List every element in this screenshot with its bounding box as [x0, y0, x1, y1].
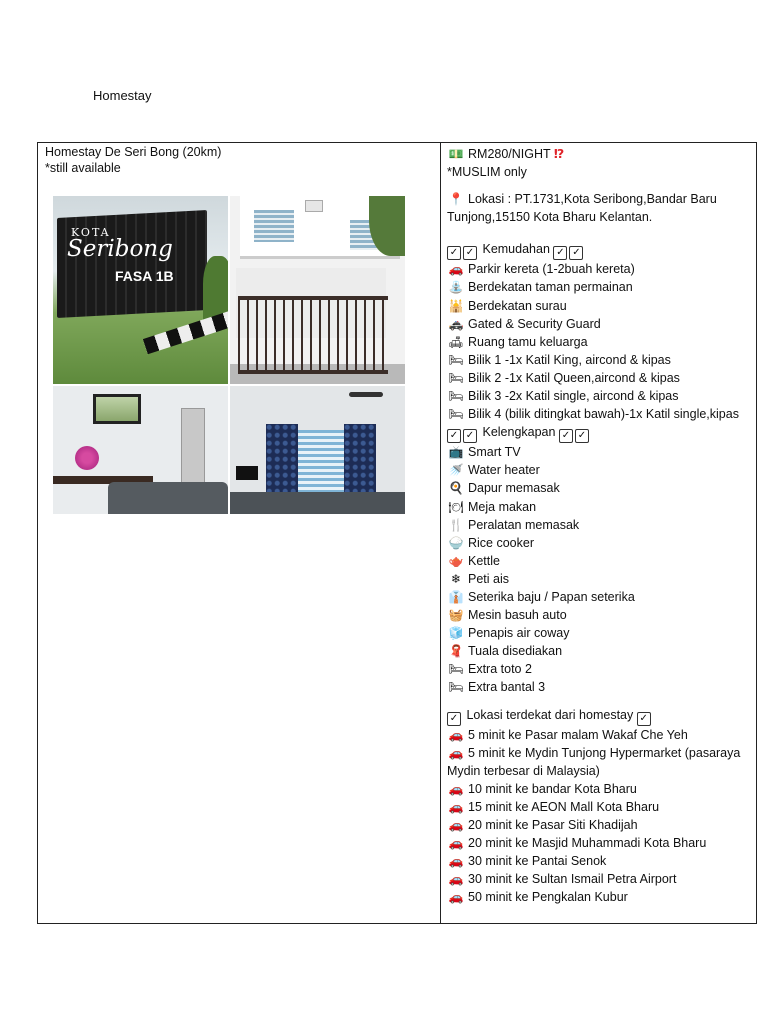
list-item-text: Meja makan	[468, 499, 537, 514]
mosque-icon: 🕌	[448, 298, 464, 313]
photo-living-room	[230, 386, 405, 514]
list-item	[447, 834, 752, 852]
orchid-flowers	[75, 446, 99, 470]
check-box-icon: ✓	[569, 246, 583, 260]
sign-kota-text: KOTA	[71, 226, 111, 239]
equipment-heading-line	[447, 423, 752, 443]
list-item	[447, 461, 752, 479]
nearby-list	[447, 726, 752, 907]
aircond-unit	[305, 200, 323, 212]
check-box-icon: ✓	[637, 712, 651, 726]
list-item	[447, 278, 752, 296]
list-item	[447, 780, 752, 798]
muslim-note: *MUSLIM only	[447, 165, 527, 180]
list-item-text: Dapur memasak	[468, 481, 560, 496]
sign-seribong-text: Seribong	[67, 236, 173, 262]
list-item	[447, 852, 752, 870]
pin-icon: 📍	[448, 192, 464, 207]
list-item	[447, 798, 752, 816]
check-box-icon: ✓	[447, 429, 461, 443]
listing-table	[37, 142, 757, 924]
sign-fasa-text: FASA 1B	[115, 268, 174, 284]
list-item	[447, 606, 752, 624]
playground-icon: ⛲	[448, 280, 464, 295]
list-item-text: Smart TV	[468, 445, 521, 460]
list-item-text: 30 minit ke Sultan Ismail Petra Airport	[468, 872, 677, 887]
police-car-icon: 🚓	[448, 316, 464, 331]
list-item-text: Bilik 1 -1x Katil King, aircond & kipas	[468, 352, 671, 367]
listing-name: Homestay De Seri Bong (20km)	[45, 145, 222, 159]
car-icon: 🚗	[448, 745, 464, 760]
list-item	[447, 870, 752, 888]
nearby-heading: Lokasi terdekat dari homestay	[466, 707, 634, 722]
availability-note: *still available	[45, 161, 121, 175]
list-item-text: 50 minit ke Pengkalan Kubur	[468, 890, 628, 905]
teapot-icon: 🫖	[448, 553, 464, 568]
list-item	[447, 888, 752, 906]
living-window	[298, 430, 344, 500]
facilities-heading-line	[447, 240, 752, 260]
list-item	[447, 387, 752, 405]
car-icon: 🚗	[448, 854, 464, 869]
tv-icon: 📺	[448, 445, 464, 460]
list-item	[447, 479, 752, 497]
list-item	[447, 297, 752, 315]
shower-icon: 🚿	[448, 463, 464, 478]
wall-painting	[93, 394, 141, 424]
list-item-text: Penapis air coway	[468, 626, 570, 641]
location-line	[447, 190, 752, 226]
list-item	[447, 744, 752, 780]
check-box-icon: ✓	[559, 429, 573, 443]
nearby-heading-line	[447, 706, 752, 726]
list-item-text: Bilik 4 (bilik ditingkat bawah)-1x Katil single,kipas	[468, 407, 739, 422]
bed-icon: 🛏	[448, 407, 464, 422]
list-item-text: Peti ais	[468, 571, 509, 586]
list-item-text: Extra toto 2	[468, 662, 532, 677]
list-item-text: Peralatan memasak	[468, 517, 580, 532]
utensils-icon: 🍴	[448, 517, 464, 532]
price-text: RM280/NIGHT	[468, 147, 551, 161]
water-icon: 🧊	[448, 626, 464, 641]
couch-icon: 🛋	[448, 334, 464, 349]
list-item-text: Gated & Security Guard	[468, 316, 601, 331]
list-item	[447, 570, 752, 588]
equipment-heading: Kelengkapan	[482, 425, 556, 440]
facilities-list	[447, 260, 752, 423]
cooking-icon: 🍳	[448, 481, 464, 496]
list-item	[447, 588, 752, 606]
list-item-text: 20 minit ke Masjid Muhammadi Kota Bharu	[468, 836, 707, 851]
car-icon: 🚗	[448, 872, 464, 887]
page-title: Homestay	[93, 88, 152, 103]
list-item-text: 20 minit ke Pasar Siti Khadijah	[468, 818, 638, 832]
price-line	[447, 145, 752, 163]
car-icon: 🚗	[448, 890, 464, 905]
check-box-icon: ✓	[463, 429, 477, 443]
list-item	[447, 369, 752, 387]
column-divider	[440, 143, 441, 923]
car-icon: 🚗	[448, 262, 464, 277]
check-box-icon: ✓	[553, 246, 567, 260]
check-box-icon: ✓	[575, 429, 589, 443]
list-item-text: 30 minit ke Pantai Senok	[468, 854, 607, 869]
list-item	[447, 260, 752, 278]
list-item	[447, 816, 752, 834]
list-item	[447, 315, 752, 333]
curb	[143, 310, 228, 355]
list-item-text: Tuala disediakan	[468, 644, 563, 659]
exclamation-question-icon: ⁉	[553, 147, 565, 161]
list-item-text: Parkir kereta (1-2buah kereta)	[468, 262, 635, 277]
list-item-text: Berdekatan taman permainan	[468, 280, 633, 295]
rice-icon: 🍚	[448, 535, 464, 550]
list-item	[447, 443, 752, 461]
shirt-icon: 👔	[448, 589, 464, 604]
basket-icon: 🧺	[448, 608, 464, 623]
list-item	[447, 660, 752, 678]
list-item-text: 15 minit ke AEON Mall Kota Bharu	[468, 799, 660, 814]
list-item	[447, 405, 752, 423]
plate-icon: 🍽	[448, 499, 464, 514]
listing-left-cell	[45, 144, 435, 284]
sofa	[108, 482, 228, 514]
sofa	[230, 492, 405, 514]
car-icon: 🚗	[448, 799, 464, 814]
money-icon: 💵	[448, 147, 464, 161]
list-item-text: Extra bantal 3	[468, 680, 546, 695]
list-item	[447, 534, 752, 552]
list-item-text: Mesin basuh auto	[468, 608, 567, 623]
list-item-text: Kettle	[468, 553, 500, 568]
listing-right-cell	[447, 145, 752, 906]
list-item	[447, 351, 752, 369]
bed-icon: 🛏	[448, 370, 464, 385]
list-item-text: Bilik 2 -1x Katil Queen,aircond & kipas	[468, 370, 680, 385]
list-item	[447, 624, 752, 642]
location-text: Lokasi : PT.1731,Kota Seribong,Bandar Baru Tunjong,15150 Kota Bharu Kelantan.	[447, 192, 717, 225]
television	[236, 466, 258, 480]
gate	[238, 296, 388, 374]
car-icon: 🚗	[448, 818, 464, 832]
list-item-text: Ruang tamu keluarga	[468, 334, 588, 349]
check-box-icon: ✓	[447, 246, 461, 260]
list-item	[447, 726, 752, 744]
ceiling-fan	[349, 392, 383, 397]
photo-entrance-sign	[53, 196, 228, 384]
snowflake-icon: ❄	[450, 571, 462, 586]
list-item	[447, 642, 752, 660]
list-item-text: Water heater	[468, 463, 540, 478]
list-item	[447, 498, 752, 516]
photo-dining-area	[53, 386, 228, 514]
list-item-text: 5 minit ke Mydin Tunjong Hypermarket (pasaraya Mydin terbesar di Malaysia)	[447, 745, 741, 778]
check-box-icon: ✓	[447, 712, 461, 726]
list-item	[447, 333, 752, 351]
facilities-heading: Kemudahan	[482, 242, 550, 257]
bed-icon: 🛏	[448, 389, 464, 404]
towel-icon: 🧣	[448, 644, 464, 659]
photo-collage	[53, 196, 405, 514]
bed-icon: 🛏	[448, 352, 464, 367]
list-item-text: Rice cooker	[468, 535, 534, 550]
bed-icon: 🛏	[448, 680, 464, 695]
list-item	[447, 552, 752, 570]
list-item	[447, 678, 752, 696]
photo-house-front	[230, 196, 405, 384]
list-item-text: 5 minit ke Pasar malam Wakaf Che Yeh	[468, 727, 688, 742]
car-icon: 🚗	[448, 727, 464, 742]
bed-icon: 🛏	[448, 662, 464, 677]
list-item-text: Bilik 3 -2x Katil single, aircond & kipas	[468, 389, 679, 404]
list-item	[447, 516, 752, 534]
check-box-icon: ✓	[463, 246, 477, 260]
list-item-text: 10 minit ke bandar Kota Bharu	[468, 781, 637, 796]
car-icon: 🚗	[448, 781, 464, 796]
house-window	[252, 208, 296, 244]
list-item-text: Seterika baju / Papan seterika	[468, 589, 635, 604]
car-icon: 🚗	[448, 836, 464, 851]
list-item-text: Berdekatan surau	[468, 298, 567, 313]
equipment-list	[447, 443, 752, 696]
